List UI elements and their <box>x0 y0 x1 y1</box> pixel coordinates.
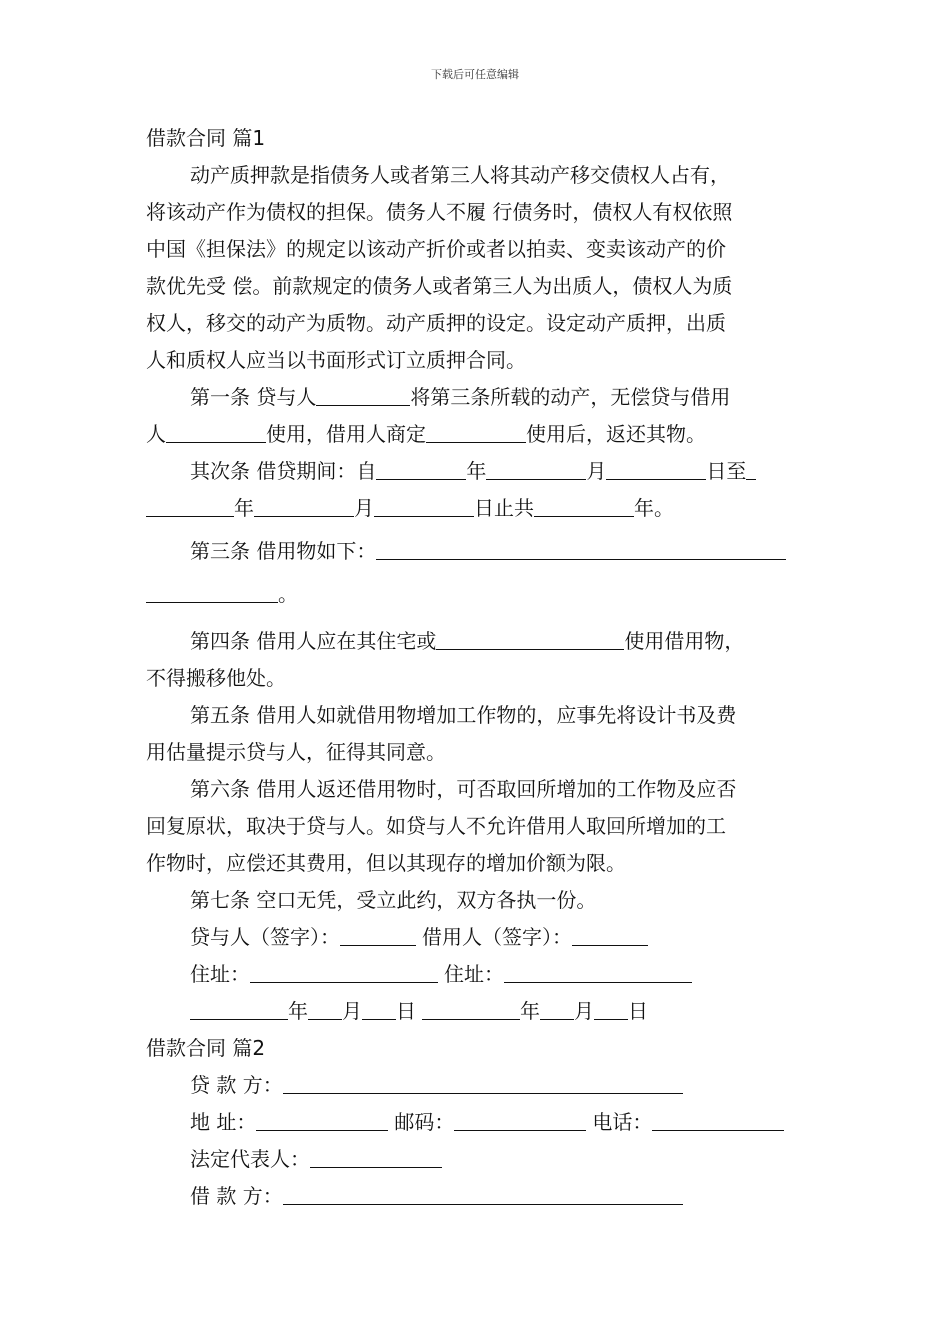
blank-phone[interactable] <box>652 1108 784 1131</box>
borrower-label: 借 款 方： <box>190 1184 283 1208</box>
article-text: 。 <box>278 582 298 606</box>
article-2-line-2 <box>146 490 810 527</box>
article-text: 月 <box>354 496 374 520</box>
blank-lender-address[interactable] <box>250 960 438 983</box>
blank-agreed[interactable] <box>426 420 526 443</box>
article-text: 年 <box>466 459 487 483</box>
blank-date-day-2[interactable] <box>594 997 628 1020</box>
blank-lender[interactable] <box>316 383 410 406</box>
article-4-line-1 <box>146 623 810 660</box>
blank-date-year-1[interactable] <box>190 997 288 1020</box>
blank-residence[interactable] <box>436 627 624 650</box>
paragraph-line: 将该动产作为债权的担保。债务人不履 行债务时，债权人有权依照 <box>146 200 733 224</box>
article-2-line-1 <box>146 453 810 490</box>
blank-end-day[interactable] <box>374 494 474 517</box>
address-line <box>146 956 810 993</box>
blank-borrower-signature[interactable] <box>572 923 648 946</box>
blank-borrower-address[interactable] <box>504 960 692 983</box>
article-text: 使用后，返还其物。 <box>526 422 706 446</box>
blank-date-day-1[interactable] <box>362 997 396 1020</box>
article-1-line-1 <box>146 379 810 416</box>
article-6-line-3: 作物时，应偿还其费用，但以其现存的增加价额为限。 <box>146 851 626 875</box>
blank-address[interactable] <box>256 1108 388 1131</box>
contract-document <box>146 120 810 1215</box>
blank-date-year-2[interactable] <box>422 997 520 1020</box>
article-7: 第七条 空口无凭，受立此约，双方各执一份。 <box>190 888 597 912</box>
date-label: 日 <box>628 999 648 1023</box>
phone-label: 电话： <box>592 1110 653 1134</box>
page-header: 下载后可任意编辑 <box>431 68 519 81</box>
article-text: 使用借用物， <box>624 629 745 653</box>
date-label: 月 <box>574 999 594 1023</box>
paragraph-line: 中国《担保法》的规定以该动产折价或者以拍卖、变卖该动产的价 <box>146 237 726 261</box>
article-text: 第一条 贷与人 <box>190 385 317 409</box>
lender-line <box>146 1067 810 1104</box>
blank-lender-signature[interactable] <box>340 923 416 946</box>
article-text: 其次条 借贷期间：自 <box>190 459 377 483</box>
article-text: 月 <box>586 459 607 483</box>
address-label: 住址： <box>190 962 250 986</box>
article-text: 日至 <box>706 459 747 483</box>
article-text: 日止共 <box>474 496 534 520</box>
date-line <box>146 993 810 1030</box>
article-text: 第四条 借用人应在其住宅或 <box>190 629 437 653</box>
article-3-line-2 <box>146 576 810 613</box>
article-text: 人 <box>146 422 166 446</box>
blank-total-years[interactable] <box>534 494 634 517</box>
blank-start-year[interactable] <box>376 457 466 480</box>
paragraph-line: 权人，移交的动产为质物。动产质押的设定。设定动产质押，出质 <box>146 311 726 335</box>
article-5-line-1: 第五条 借用人如就借用物增加工作物的，应事先将设计书及费 <box>190 703 737 727</box>
blank-legal-rep[interactable] <box>310 1145 442 1168</box>
date-label: 年 <box>288 999 308 1023</box>
blank-items-cont[interactable] <box>146 580 278 603</box>
article-text: 使用，借用人商定 <box>266 422 426 446</box>
paragraph-line: 动产质押款是指债务人或者第三人将其动产移交债权人占有， <box>190 163 730 187</box>
article-text: 年 <box>234 496 254 520</box>
blank-end-start[interactable] <box>746 457 756 480</box>
article-text: 年。 <box>634 496 674 520</box>
paragraph-line: 人和质权人应当以书面形式订立质押合同。 <box>146 348 526 372</box>
article-6-line-1: 第六条 借用人返还借用物时，可否取回所增加的工作物及应否 <box>190 777 737 801</box>
address-label: 地 址： <box>190 1110 257 1134</box>
legal-rep-label: 法定代表人： <box>190 1147 310 1171</box>
blank-date-month-2[interactable] <box>540 997 574 1020</box>
article-3-line-1 <box>146 533 810 570</box>
borrower-line <box>146 1178 810 1215</box>
legal-rep-line <box>146 1141 810 1178</box>
blank-end-year[interactable] <box>146 494 234 517</box>
blank-lender-name[interactable] <box>283 1071 683 1094</box>
address-label: 住址： <box>444 962 504 986</box>
blank-zip[interactable] <box>454 1108 586 1131</box>
article-1-line-2 <box>146 416 810 453</box>
section-1-title: 借款合同 篇1 <box>146 126 266 150</box>
blank-date-month-1[interactable] <box>308 997 342 1020</box>
blank-items[interactable] <box>376 537 786 560</box>
date-label: 月 <box>342 999 362 1023</box>
date-label: 日 <box>396 999 416 1023</box>
blank-start-month[interactable] <box>486 457 586 480</box>
article-text: 第三条 借用物如下： <box>190 539 377 563</box>
blank-end-month[interactable] <box>254 494 354 517</box>
contact-line <box>146 1104 810 1141</box>
signature-label: 贷与人（签字）： <box>190 925 340 949</box>
article-text: 将第三条所载的动产，无偿贷与借用 <box>410 385 731 409</box>
blank-borrower[interactable] <box>166 420 266 443</box>
section-2-title: 借款合同 篇2 <box>146 1036 266 1060</box>
signature-line <box>146 919 810 956</box>
blank-borrower-name[interactable] <box>283 1182 683 1205</box>
date-label: 年 <box>520 999 540 1023</box>
article-5-line-2: 用估量提示贷与人，征得其同意。 <box>146 740 446 764</box>
signature-label: 借用人（签字）： <box>422 925 572 949</box>
article-4-line-2: 不得搬移他处。 <box>146 666 286 690</box>
lender-label: 贷 款 方： <box>190 1073 283 1097</box>
article-6-line-2: 回复原状，取决于贷与人。如贷与人不允许借用人取回所增加的工 <box>146 814 726 838</box>
blank-start-day[interactable] <box>606 457 706 480</box>
zip-label: 邮码： <box>394 1110 455 1134</box>
paragraph-line: 款优先受 偿。前款规定的债务人或者第三人为出质人，债权人为质 <box>146 274 733 298</box>
